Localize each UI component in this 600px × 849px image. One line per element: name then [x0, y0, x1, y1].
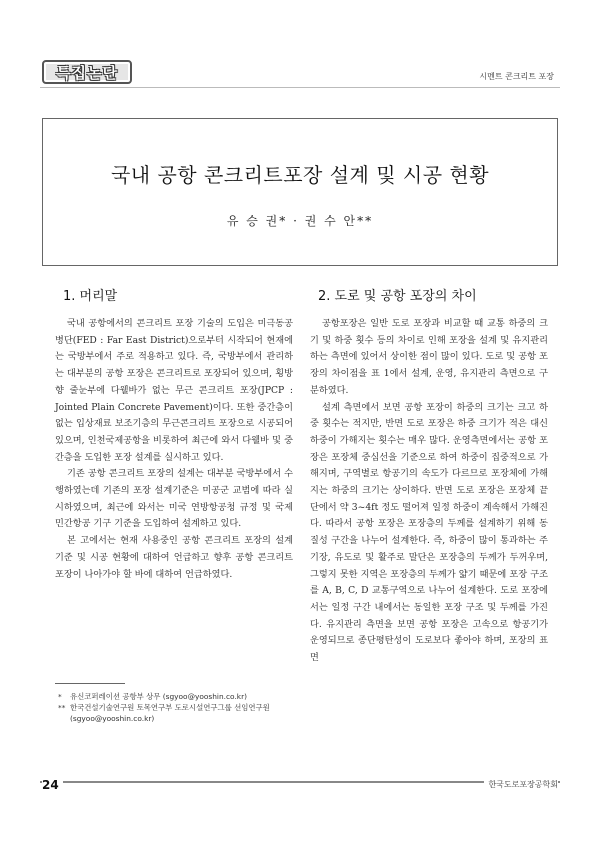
title-box — [42, 118, 558, 266]
footnote-mark: * — [58, 692, 62, 701]
paragraph: 기존 공항 콘크리트 포장의 설계는 대부분 국방부에서 수행하였는데 기존의 포장 설계기준은 미공군 교범에 따라 실시하였으며, 최근에 와서는 미국 연방항공청 규정 및 국제 민간항공 기구 기준을 도입하여 설계하고 있다. — [55, 468, 293, 530]
footer-divider — [40, 781, 560, 783]
footnote-divider — [55, 683, 125, 684]
running-title: 시멘트 콘크리트 포장 — [479, 72, 554, 81]
paragraph: 공항포장은 일반 도로 포장과 비교할 때 교통 하중의 크기 및 하중 횟수 등의 차이로 인해 포장을 설계 및 유지관리하는 측면에 있어서 상이한 점이 많이 있다. 도로 및 공항 포장의 차이점을 표 1에서 설계, 운영, 유지관리 측면으로 구분하였다. — [310, 318, 548, 396]
article-authors: 유 승 권* · 권 수 안** — [226, 214, 374, 228]
footnote-mark: ** — [58, 703, 66, 713]
footnotes — [58, 691, 293, 725]
footnote-item — [58, 691, 293, 702]
page-number: 24 — [42, 778, 63, 792]
section-badge: 특집논단 — [42, 60, 132, 84]
paragraph: 본 고에서는 현재 사용중인 공항 콘크리트 포장의 설계 기준 및 시공 현황에 대하여 언급하고 향후 공항 콘크리트 포장이 나아가야 할 바에 대하여 언급하였다. — [55, 535, 293, 580]
footnote-text: 한국건설기술연구원 토목연구부 도로시설연구그룹 선임연구원 (sgyoo@yooshin.co.kr) — [70, 703, 270, 724]
paragraph: 국내 공항에서의 콘크리트 포장 기술의 도입은 미극동공병단(FED : Far East District)으로부터 시작되어 현재에는 국방부에서 주로 적용하고 있다. 즉, 국방부에서 관리하는 대부분의 공항 포장은 콘크리트로 포장되어 있으며, 횡방향 줄눈부에 다웰바가 없는 무근 콘크리트 포장(JPCP : Jointed Plain Concrete Pavement)이다. 또한 중간층이 없는 입상재료 보조기층의 무근콘크리트 포장으로 시공되어 있으며, 인천국제공항을 비롯하여 최근에 와서 다웰바 및 중간층을 도입한 포장 설계를 실시하고 있다. — [55, 318, 293, 463]
footnote-item — [58, 702, 293, 724]
section-title-differences: 2. 도로 및 공항 포장의 차이 — [318, 289, 477, 304]
header-divider — [40, 87, 560, 88]
left-column — [55, 285, 293, 583]
right-column — [310, 285, 548, 667]
article-title: 국내 공항 콘크리트포장 설계 및 시공 현황 — [110, 163, 490, 187]
journal-name: 한국도로포장공학회 — [484, 779, 558, 790]
section-title-introduction: 1. 머리말 — [63, 289, 118, 304]
paragraph: 설계 측면에서 보면 공항 포장이 하중의 크기는 크고 하중 횟수는 적지만, 반면 도로 포장은 하중 크기가 적은 대신 하중이 가해지는 횟수는 매우 많다. 운영측면에서는 공항 포장은 포장체 중심선을 기준으로 하여 하중이 집중적으로 가해지며, 구역별로 항공기의 속도가 다르므로 포장체에 가해지는 하중의 크기는 상이하다. 반면 도로 포장은 포장체 끝단에서 약 3~4ft 정도 떨어져 일정 하중이 계속해서 가해진다. 따라서 공항 포장은 포장층의 두께를 설계하기 위해 동질성 구간을 나누어 설계한다. 즉, 하중이 많이 통과하는 주기장, 유도로 및 활주로 말단은 포장층의 두께가 두꺼우며, 그렇지 못한 지역은 포장층의 두께가 얇기 때문에 포장 구조를 A, B, C, D 교통구역으로 나누어 설계한다. 도로 포장에서는 일정 구간 내에서는 동일한 포장 구조 및 두께를 가진다. 유지관리 측면을 보면 공항 포장은 고속으로 항공기가 운영되므로 종단평탄성이 도로보다 좋아야 하며, 포장의 표면 — [310, 401, 548, 664]
footnote-text: 유신코퍼레이션 공항부 상무 (sgyoo@yooshin.co.kr) — [70, 692, 247, 701]
